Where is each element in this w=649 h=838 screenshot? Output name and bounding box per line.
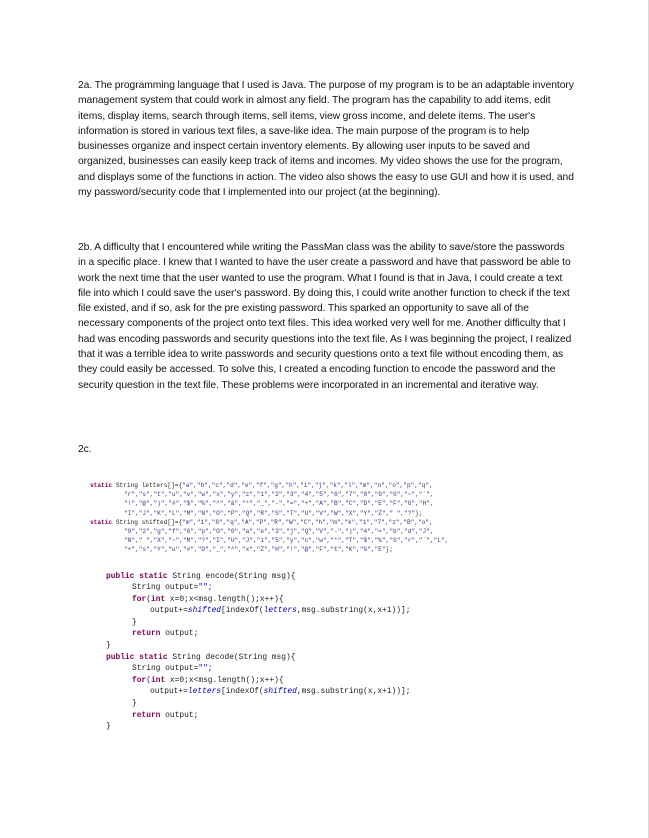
shifted-array-line-1: static String shifted[]={"m","1","8","q","A","P","R","W","C","h","m","k","1","7","z","B","o", (90, 518, 433, 526)
encode-assignment: output+=shifted[indexOf(letters,msg.substring(x,x+1))]; (150, 606, 411, 616)
encode-for-loop: for(int x=0;x<msg.length();x++){ (132, 594, 284, 604)
decode-close: } (106, 722, 111, 732)
decode-assignment: output+=letters[indexOf(shifted,msg.substring(x,x+1))]; (150, 687, 411, 697)
paragraph-2b: 2b. A difficulty that I encountered while writing the PassMan class was the ability to save/store the passwords in a specific place. I knew that I wanted to have the user create a password and have that password be able to work the next time that the user wanted to use the program. What I found is that in Java, I could create a text file into which I could save the user's password. By doing this, I could write another function to check if the text file existed, and if so, ask for the pre existing password. This sparked an opportunity to save all of the necessary components of the project onto text files. This idea worked very well for me. Another difficulty that I had was encoding passwords and security questions into the text file. As I was beginning the project, I realized that it was a terrible idea to write passwords and security questions onto a text file without encoding them, as they could easily be accessed. To solve this, I created a encoding function to encode the password and the security question in the text file. These problems were incorporated in an incremental and iterative way. (78, 242, 572, 391)
decode-for-loop: for(int x=0;x<msg.length();x++){ (132, 675, 284, 685)
decode-output-decl: String output=""; (132, 664, 213, 674)
encode-close: } (106, 641, 111, 651)
letters-array-line-2: "r","s","t","u","v","w","x","y","z","1","2","3","4","5","6","7","8","9","0","~","`", (124, 491, 434, 499)
encode-signature: public static String encode(String msg){ (106, 571, 296, 581)
code-snippet (90, 481, 570, 733)
paragraph-2a: 2a. The programming language that I used is Java. The purpose of my program is to be an adaptable inventory management system that could work in almost any field. The program has the capability to add items, edit items, display items, search through items, sell items, view gross income, and delete items. The user's information is stored in various text files, a save-like idea. The main purpose of the program is to help businesses organize and inspect certain inventory elements. By allowing user inputs to be saved and organized, businesses can easily keep track of items and incomes. My video shows the use for the program, and displays some of the functions in action. The video also shows the easy to use GUI and how it is used, and my password/security code that I implemented into our project (at the beginning). (78, 80, 574, 199)
letters-array-line-3: "!","@",")","#","$","%","^","&","*","_","-","=","+","A","B","C","D","E","F","G","H", (124, 500, 434, 508)
decode-for-close: } (132, 699, 137, 709)
letters-array-line-1: static String letters[]={"a","b","c","d","e","f","g","h","i","j","k","l","m","n","o","p","q", (90, 482, 433, 489)
letters-array-line-4: "I","J","K","L","M","N","O","P","Q","R","S","T","U","V","W","X","Y","Z"," ","?"}; (124, 509, 423, 517)
shifted-array-line-4: "+","s","Y","u","#","D","_","^","x","Z","H","!","@","F","t","K","G","E"}; (124, 546, 394, 554)
encode-return: return output; (132, 629, 199, 639)
encode-for-close: } (132, 617, 137, 627)
decode-signature: public static String decode(String msg){ (106, 652, 296, 662)
shifted-array-line-3: "N"," ","X","~","M","?","I","U","J","i","5","y","c","w","*","T","$","%","S","r","`","L", (124, 537, 449, 545)
shifted-array-line-2: "9","2","g","f","6","p","O","0","a","e","3","j","Q","V","-",")","4","=","b","d","J", (124, 527, 434, 535)
paragraph-2c-label: 2c. (78, 444, 92, 455)
encode-output-decl: String output=""; (132, 583, 213, 593)
decode-return: return output; (132, 710, 199, 720)
